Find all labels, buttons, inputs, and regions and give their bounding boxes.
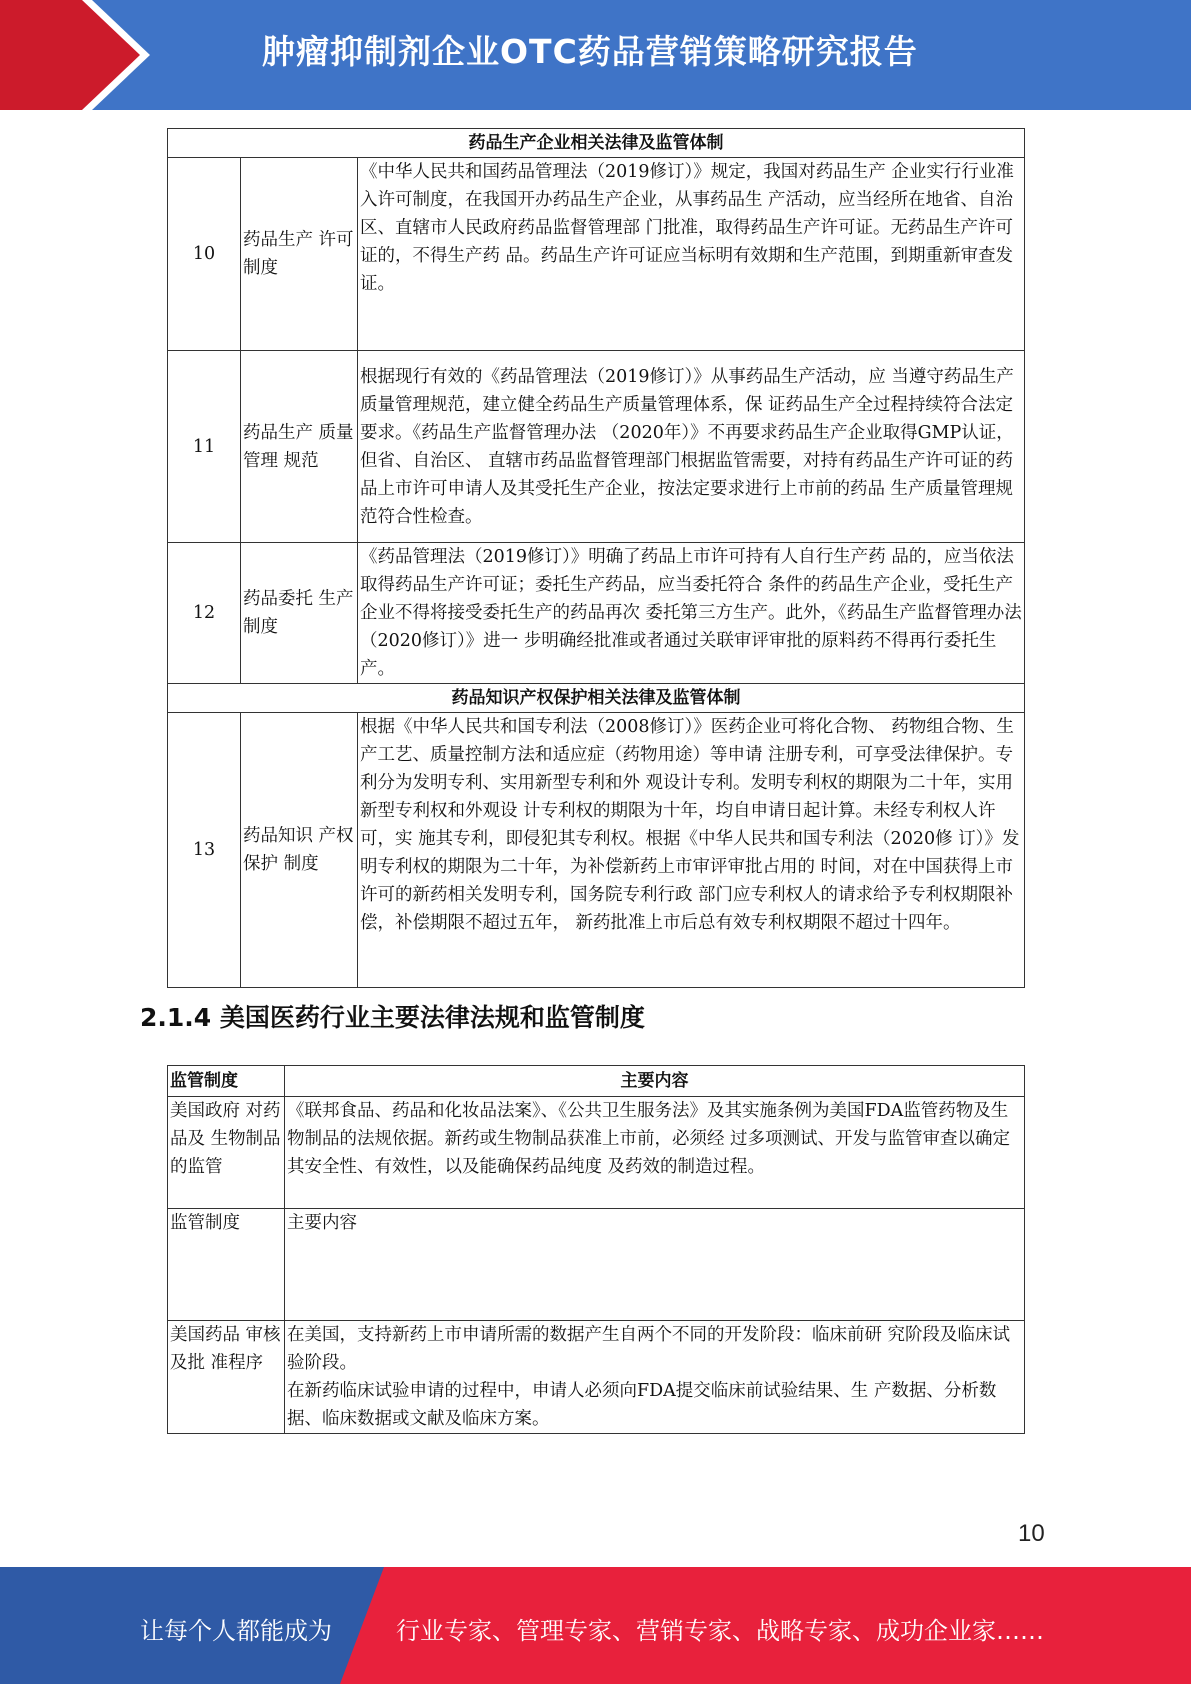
content-paragraph: 在美国，支持新药上市申请所需的数据产生自两个不同的开发阶段：临床前研 究阶段及临床试验阶段。 xyxy=(287,1325,1011,1373)
footer-slogan-left: 让每个人都能成为 xyxy=(140,1617,332,1645)
row-system-name: 美国政府 对药品及 生物制品 的监管 xyxy=(168,1097,285,1209)
section-header-ip: 药品知识产权保护相关法律及监管体制 xyxy=(168,684,1025,713)
section-header-production: 药品生产企业相关法律及监管体制 xyxy=(168,129,1025,158)
row-system-name: 药品生产 质量管理 规范 xyxy=(241,351,358,543)
table-row xyxy=(168,1321,1025,1434)
table-row xyxy=(168,158,1025,351)
column-header-content: 主要内容 xyxy=(285,1066,1025,1097)
section-heading: 2.1.4 美国医药行业主要法律法规和监管制度 xyxy=(140,1003,645,1032)
row-number: 11 xyxy=(168,351,241,543)
row-number: 10 xyxy=(168,158,241,351)
column-header-system: 监管制度 xyxy=(168,1066,285,1097)
content-paragraph: 《联邦食品、药品和化妆品法案》、《公共卫生服务法》及其实施条例为美国FDA监管药物及生物制品的法规依据。新药或生物制品获准上市前，必须经 过多项测试、开发与监管审查以确定其安全性、有效性，以及能确保药品纯度 及药效的制造过程。 xyxy=(287,1101,1011,1177)
production-regulation-table xyxy=(167,128,1025,988)
us-regulation-table xyxy=(167,1065,1025,1434)
row-system-name: 监管制度 xyxy=(168,1209,285,1321)
table-row xyxy=(168,543,1025,684)
footer-slogan-right: 行业专家、管理专家、营销专家、战略专家、成功企业家…… xyxy=(396,1617,1044,1645)
row-content xyxy=(285,1097,1025,1209)
table-row xyxy=(168,1209,1025,1321)
content-paragraph: 主要内容 xyxy=(287,1213,357,1233)
table-row xyxy=(168,713,1025,988)
row-content: 根据现行有效的《药品管理法（2019修订）》从事药品生产活动，应 当遵守药品生产质量管理规范，建立健全药品生产质量管理体系，保 证药品生产全过程持续符合法定要求。《药品生产监督管理办法 （2020年）》不再要求药品生产企业取得GMP认证，但省、自治区、 直辖市药品监督管理部门根据监管需要，对持有药品生产许可证的药 品上市许可申请人及其受托生产企业，按法定要求进行上市前的药品 生产质量管理规范符合性检查。 xyxy=(358,351,1025,543)
row-system-name: 药品委托 生产制度 xyxy=(241,543,358,684)
table-row xyxy=(168,1097,1025,1209)
table-header-row xyxy=(168,1066,1025,1097)
page-header xyxy=(0,0,1191,110)
row-content xyxy=(285,1209,1025,1321)
row-number: 13 xyxy=(168,713,241,988)
row-content: 根据《中华人民共和国专利法（2008修订）》医药企业可将化合物、 药物组合物、生产工艺、质量控制方法和适应症（药物用途）等申请 注册专利，可享受法律保护。专利分为发明专利、实用新型专利和外 观设计专利。发明专利权的期限为二十年，实用新型专利权和外观设 计专利权的期限为十年，均自申请日起计算。未经专利权人许可，实 施其专利，即侵犯其专利权。根据《中华人民共和国专利法（2020修 订）》发明专利权的期限为二十年，为补偿新药上市审评审批占用的 时间，对在中国获得上市许可的新药相关发明专利，国务院专利行政 部门应专利权人的请求给予专利权期限补偿，补偿期限不超过五年， 新药批准上市后总有效专利权期限不超过十四年。 xyxy=(358,713,1025,988)
row-content: 《药品管理法（2019修订）》明确了药品上市许可持有人自行生产药 品的，应当依法取得药品生产许可证；委托生产药品，应当委托符合 条件的药品生产企业，受托生产企业不得将接受委托生产的药品再次 委托第三方生产。此外，《药品生产监督管理办法（2020修订）》进一 步明确经批准或者通过关联审评审批的原料药不得再行委托生产。 xyxy=(358,543,1025,684)
row-system-name: 美国药品 审核及批 准程序 xyxy=(168,1321,285,1434)
row-system-name: 药品生产 许可制度 xyxy=(241,158,358,351)
content-paragraph: 在新药临床试验申请的过程中，申请人必须向FDA提交临床前试验结果、生 产数据、分析数据、临床数据或文献及临床方案。 xyxy=(287,1381,997,1429)
page-footer xyxy=(0,1567,1191,1684)
page-number: 10 xyxy=(1018,1520,1045,1547)
row-content xyxy=(285,1321,1025,1434)
row-system-name: 药品知识 产权保护 制度 xyxy=(241,713,358,988)
table-row xyxy=(168,351,1025,543)
report-title: 肿瘤抑制剂企业OTC药品营销策略研究报告 xyxy=(262,32,918,71)
row-content: 《中华人民共和国药品管理法（2019修订）》规定，我国对药品生产 企业实行行业准入许可制度，在我国开办药品生产企业，从事药品生 产活动，应当经所在地省、自治区、直辖市人民政府药品监督管理部 门批准，取得药品生产许可证。无药品生产许可证的，不得生产药 品。药品生产许可证应当标明有效期和生产范围，到期重新审查发 证。 xyxy=(358,158,1025,351)
red-chevron-decoration xyxy=(0,0,150,110)
row-number: 12 xyxy=(168,543,241,684)
